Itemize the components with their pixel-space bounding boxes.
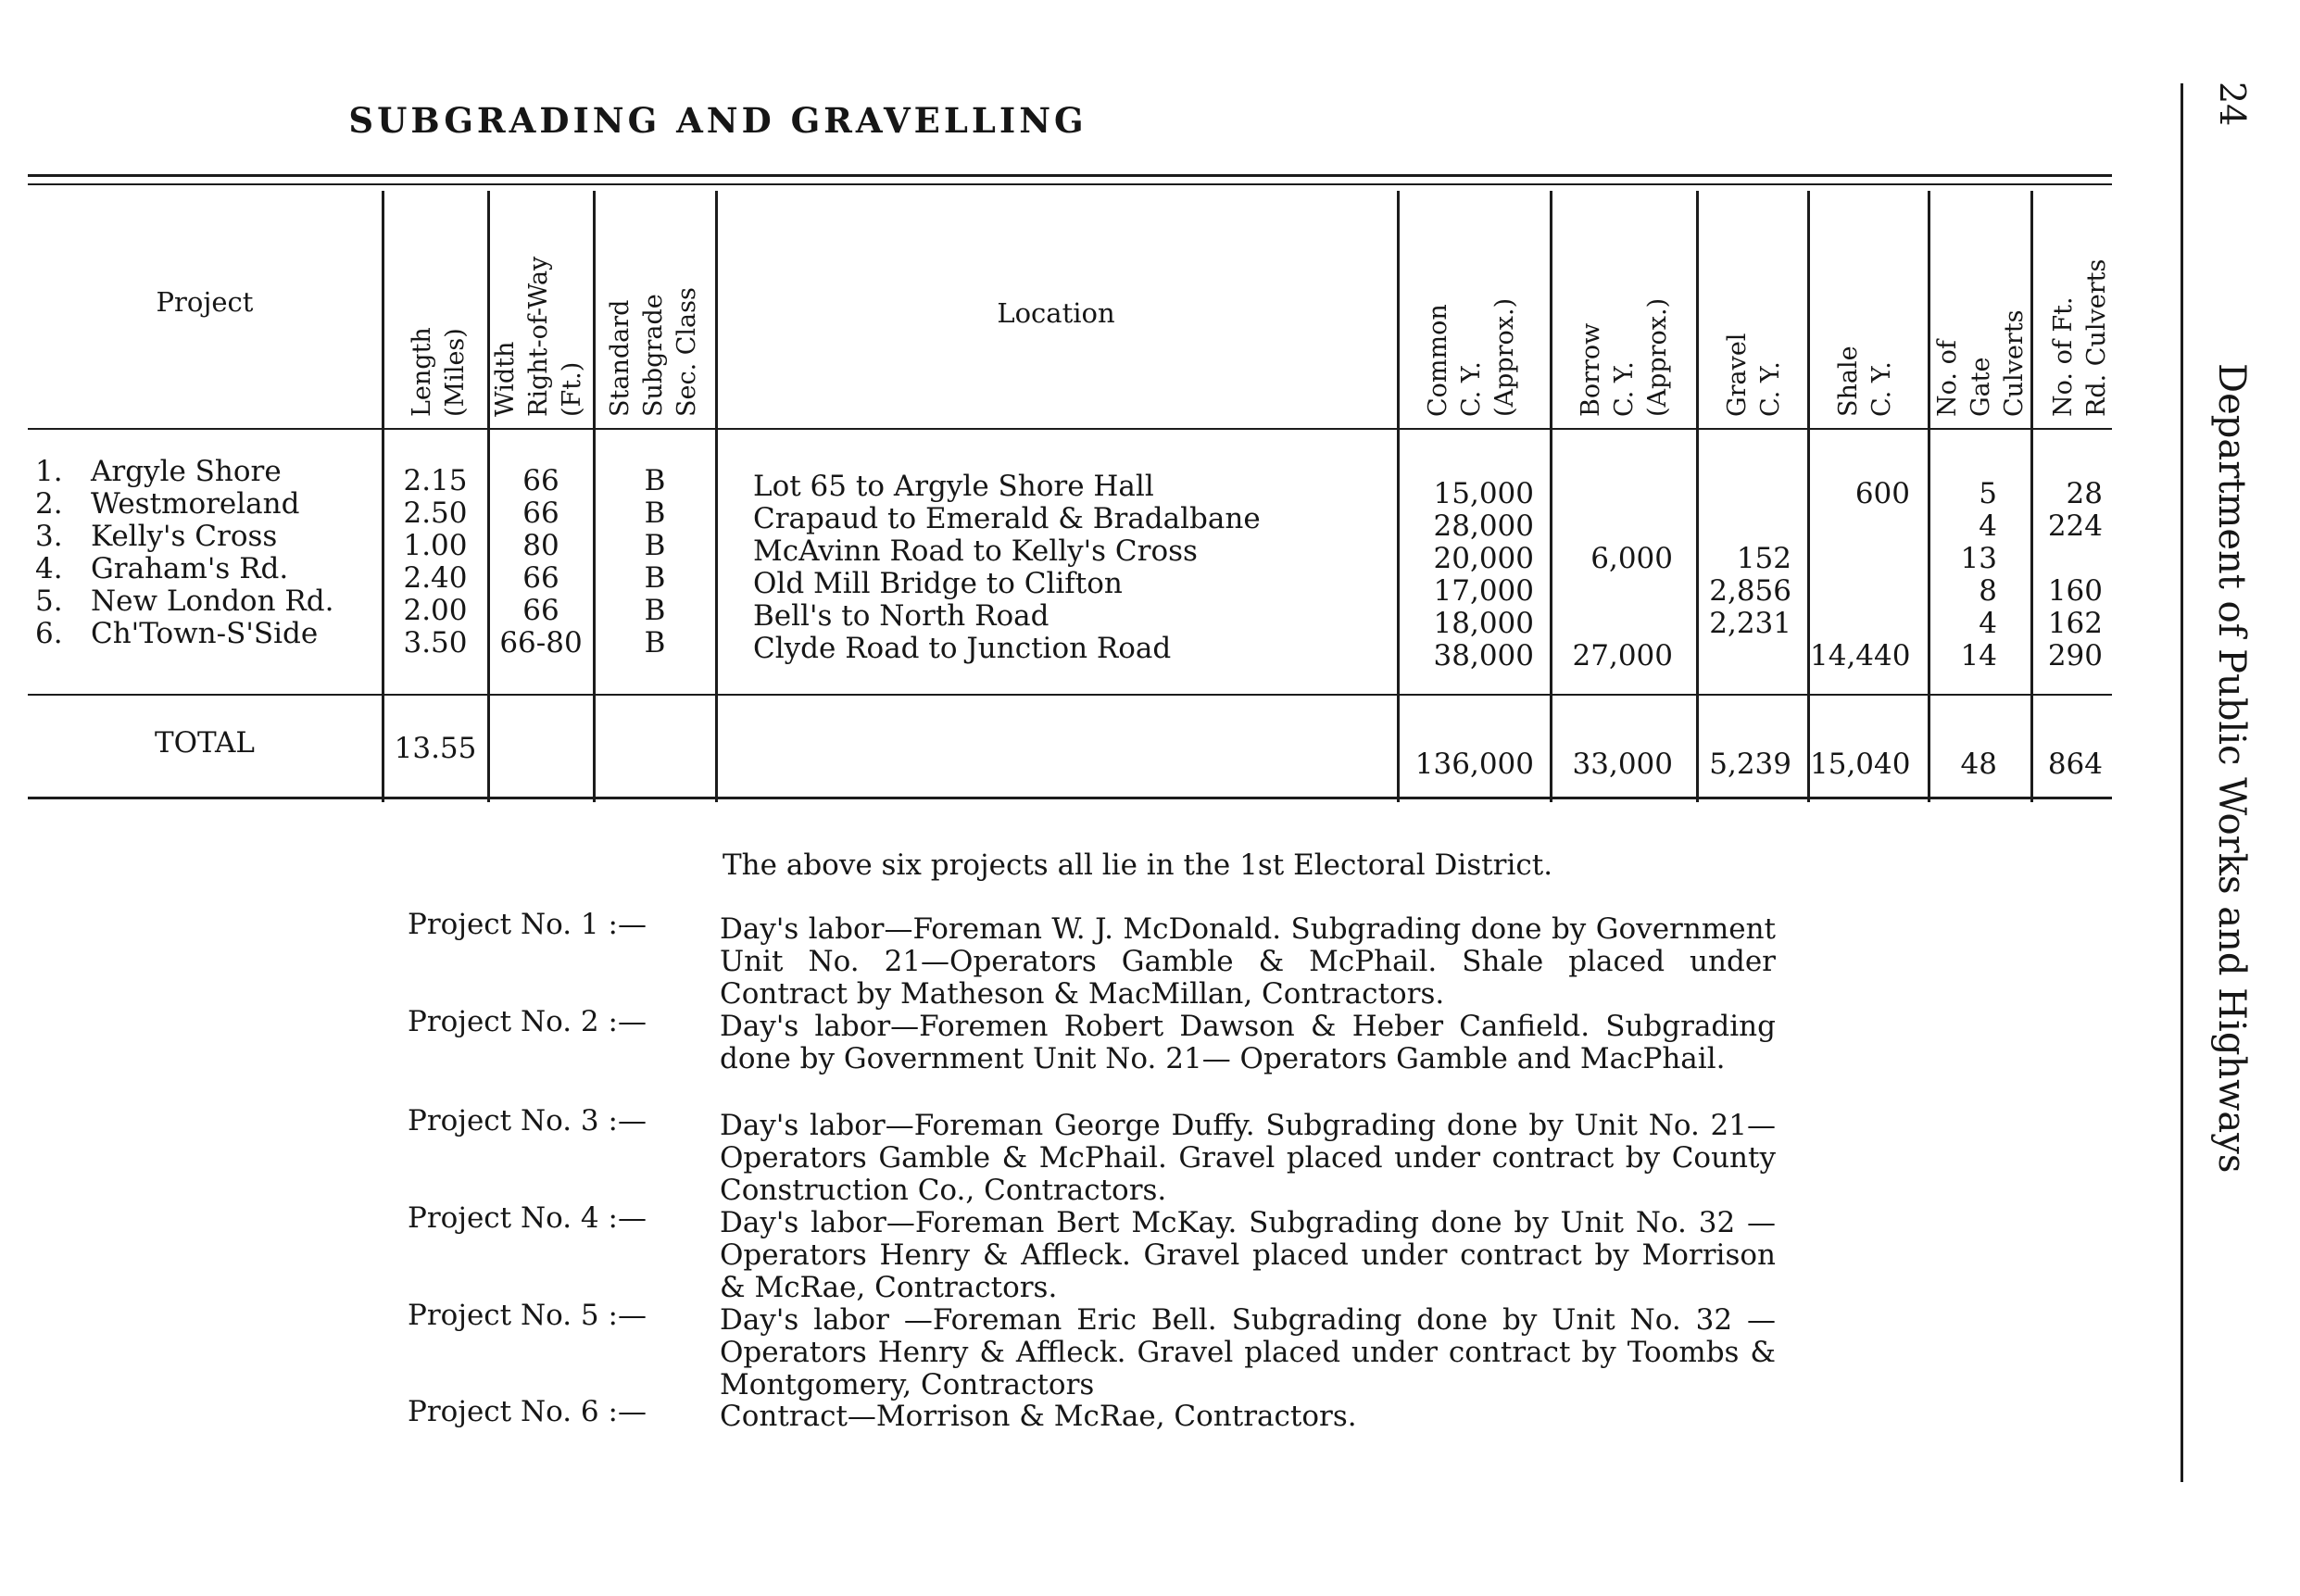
gate-cell: 8 (1979, 574, 1997, 608)
common-cell: 17,000 (1433, 574, 1534, 608)
gravel-cell: 2,856 (1709, 574, 1791, 608)
note-label: Project No. 2 :— (408, 1005, 647, 1038)
margin-rule (2181, 83, 2183, 1482)
rd-cell: 290 (2047, 639, 2103, 672)
row-number: 6. (35, 617, 63, 650)
width-cell: 66-80 (499, 626, 583, 660)
length-cell: 2.50 (403, 496, 468, 530)
total-length: 13.55 (394, 732, 477, 765)
project-name: Westmoreland (91, 487, 300, 521)
standard-cell: B (644, 496, 666, 530)
col-rule (1696, 191, 1699, 802)
note-label: Project No. 1 :— (408, 908, 647, 941)
gate-cell: 13 (1960, 542, 1997, 575)
col-rule (1550, 191, 1552, 802)
note-label: Project No. 4 :— (408, 1201, 647, 1235)
total-gate: 48 (1960, 748, 1997, 781)
standard-cell: B (644, 529, 666, 562)
note-text: Day's labor—Foremen Robert Dawson & Heber Canfield. Subgrading done by Government Unit No. 21— Operators Gamble and MacPhail. (720, 1010, 1776, 1075)
note-label: Project No. 5 :— (408, 1299, 647, 1332)
location-cell: Lot 65 to Argyle Shore Hall (753, 470, 1154, 503)
table-bottom-rule (28, 797, 2112, 799)
common-cell: 20,000 (1433, 542, 1534, 575)
location-cell: Crapaud to Emerald & Bradalbane (753, 502, 1261, 535)
rd-cell: 162 (2047, 607, 2103, 640)
header-common: Common C. Y. (Approx.) (1424, 297, 1519, 417)
width-cell: 80 (522, 529, 559, 562)
location-cell: Clyde Road to Junction Road (753, 632, 1172, 665)
shale-cell: 14,440 (1810, 639, 1911, 672)
table-top-rule-2 (28, 183, 2112, 185)
header-rd-culverts: No. of Ft. Rd. Culverts (2049, 258, 2111, 417)
borrow-cell: 27,000 (1572, 639, 1673, 672)
gravel-cell: 152 (1736, 542, 1791, 575)
length-cell: 2.00 (403, 594, 468, 627)
rd-cell: 160 (2047, 574, 2103, 608)
header-shale: Shale C. Y. (1834, 346, 1896, 417)
row-number: 2. (35, 487, 63, 521)
standard-cell: B (644, 626, 666, 660)
row-number: 3. (35, 520, 63, 553)
standard-cell: B (644, 464, 666, 497)
row-number: 5. (35, 584, 63, 618)
length-cell: 2.15 (403, 464, 468, 497)
running-head: Department of Public Works and Highways (2210, 363, 2253, 1174)
gravel-cell: 2,231 (1709, 607, 1791, 640)
table-top-rule (28, 174, 2112, 177)
gate-cell: 14 (1960, 639, 1997, 672)
total-gravel: 5,239 (1709, 748, 1791, 781)
total-rd: 864 (2047, 748, 2103, 781)
total-rule (28, 694, 2112, 696)
note-label: Project No. 6 :— (408, 1395, 647, 1428)
project-name: Kelly's Cross (91, 520, 278, 553)
note-text: Day's labor—Foreman George Duffy. Subgrading done by Unit No. 21—Operators Gamble & McPhail. Gravel placed under contract by County Construction Co., Contractors. (720, 1109, 1776, 1207)
length-cell: 2.40 (403, 561, 468, 595)
rd-cell: 28 (2066, 477, 2103, 510)
page-number: 24 (2212, 82, 2253, 127)
rd-cell: 224 (2047, 509, 2103, 543)
project-name: Argyle Shore (91, 455, 282, 488)
standard-cell: B (644, 561, 666, 595)
project-name: Ch'Town-S'Side (91, 617, 319, 650)
common-cell: 28,000 (1433, 509, 1534, 543)
header-project: Project (156, 286, 254, 318)
note-text: Day's labor—Foreman Bert McKay. Subgrading done by Unit No. 32 —Operators Henry & Affleck. Gravel placed under contract by Morrison & McRae, Contractors. (720, 1206, 1776, 1304)
width-cell: 66 (522, 464, 559, 497)
header-location: Location (997, 297, 1115, 329)
col-rule (715, 191, 718, 802)
project-name: Graham's Rd. (91, 552, 289, 585)
header-rule (28, 428, 2112, 430)
total-shale: 15,040 (1810, 748, 1911, 781)
row-number: 4. (35, 552, 63, 585)
note-text: Contract—Morrison & McRae, Contractors. (720, 1400, 1357, 1433)
location-cell: Bell's to North Road (753, 599, 1049, 633)
total-common: 136,000 (1414, 748, 1534, 781)
header-standard: Standard Subgrade Sec. Class (606, 287, 701, 417)
shale-cell: 600 (1854, 477, 1910, 510)
header-gate-culverts: No. of Gate Culverts (1933, 309, 2029, 417)
header-gravel: Gravel C. Y. (1723, 333, 1785, 417)
width-cell: 66 (522, 561, 559, 595)
header-borrow: Borrow C. Y. (Approx.) (1577, 297, 1672, 417)
header-width: Width Right-of-Way (Ft.) (491, 256, 586, 417)
note-text: Day's labor —Foreman Eric Bell. Subgrading done by Unit No. 32 —Operators Henry & Affleck. Gravel placed under contract by Toombs & Montgomery, Contractors (720, 1303, 1776, 1401)
note-label: Project No. 3 :— (408, 1104, 647, 1137)
note-text: Day's labor—Foreman W. J. McDonald. Subgrading done by Government Unit No. 21—Operators Gamble & McPhail. Shale placed under Contract by Matheson & MacMillan, Contractors. (720, 912, 1776, 1011)
width-cell: 66 (522, 594, 559, 627)
width-cell: 66 (522, 496, 559, 530)
gate-cell: 4 (1979, 509, 1997, 543)
borrow-cell: 6,000 (1590, 542, 1673, 575)
common-cell: 18,000 (1433, 607, 1534, 640)
gate-cell: 4 (1979, 607, 1997, 640)
gate-cell: 5 (1979, 477, 1997, 510)
total-borrow: 33,000 (1572, 748, 1673, 781)
common-cell: 38,000 (1433, 639, 1534, 672)
length-cell: 1.00 (403, 529, 468, 562)
standard-cell: B (644, 594, 666, 627)
summary-text: The above six projects all lie in the 1st Electoral District. (723, 848, 1553, 882)
total-label: TOTAL (154, 726, 256, 760)
common-cell: 15,000 (1433, 477, 1534, 510)
header-length: Length (Miles) (408, 327, 470, 417)
project-name: New London Rd. (91, 584, 334, 618)
length-cell: 3.50 (403, 626, 468, 660)
location-cell: McAvinn Road to Kelly's Cross (753, 534, 1198, 568)
row-number: 1. (35, 455, 63, 488)
location-cell: Old Mill Bridge to Clifton (753, 567, 1123, 600)
page-title: SUBGRADING AND GRAVELLING (348, 100, 1087, 141)
